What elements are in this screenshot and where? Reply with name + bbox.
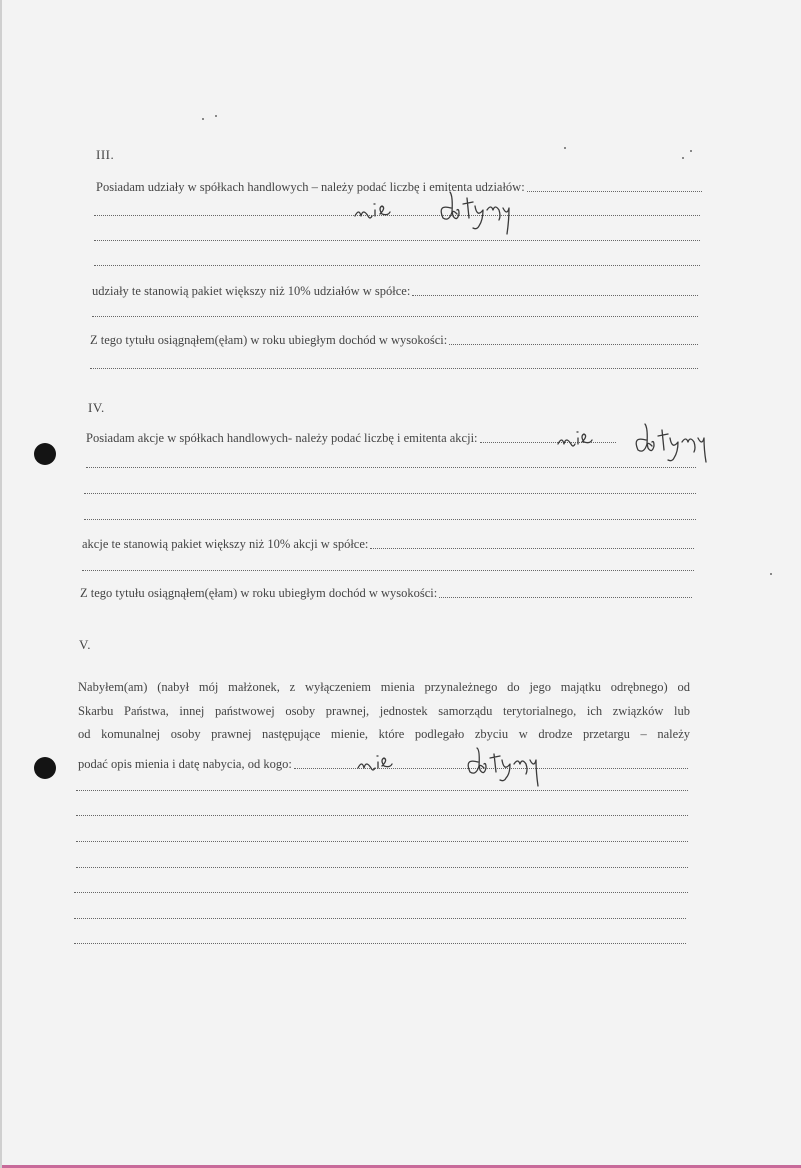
section-5-line-1: Nabyłem(am) (nabył mój małżonek, z wyłączeniem mienia przynależnego do jego majątku odrębnego) od <box>78 680 690 694</box>
scan-speck <box>690 150 692 152</box>
section-4-question-shares <box>86 431 616 446</box>
answer-dotted-line <box>76 841 688 842</box>
answer-dotted-line <box>412 295 698 296</box>
answer-dotted-line <box>92 316 698 317</box>
section-3-heading: III. <box>96 147 115 162</box>
answer-dotted-line <box>84 519 696 520</box>
section-3-question-shares-text: Posiadam udziały w spółkach handlowych – należy podać liczbę i emitenta udziałów: <box>96 180 525 194</box>
scan-speck <box>770 573 772 575</box>
answer-dotted-line <box>74 892 688 893</box>
answer-dotted-line <box>94 240 700 241</box>
section-5-paragraph <box>78 676 690 747</box>
binder-hole-bottom <box>34 757 56 779</box>
section-3-question-income <box>90 333 698 348</box>
section-5-question <box>78 757 688 772</box>
section-3-question-income-text: Z tego tytułu osiągnąłem(ęłam) w roku ubiegłym dochód w wysokości: <box>90 333 448 347</box>
answer-dotted-line <box>94 265 700 266</box>
binder-hole-top <box>34 443 56 465</box>
handwritten-answer-section-3 <box>347 188 547 248</box>
answer-dotted-line <box>480 442 616 443</box>
answer-dotted-line <box>76 867 688 868</box>
section-4-question-shares-text: Posiadam akcje w spółkach handlowych- należy podać liczbę i emitenta akcji: <box>86 431 478 445</box>
scan-speck <box>682 157 684 159</box>
answer-dotted-line <box>76 815 688 816</box>
answer-dotted-line <box>86 467 696 468</box>
section-4-question-income-text: Z tego tytułu osiągnąłem(ęłam) w roku ubiegłym dochód w wysokości: <box>80 586 438 600</box>
section-5-line-2: Skarbu Państwa, innej państwowej osoby prawnej, jednostek samorządu terytorialnego, ich związków lub <box>78 703 690 718</box>
answer-dotted-line <box>74 918 686 919</box>
scan-speck <box>215 115 217 117</box>
answer-dotted-line <box>294 768 688 769</box>
section-5-line-3: od komunalnej osoby prawnej następujące mienie, które podlegało zbyciu w drodze przetargu – należy <box>78 727 690 741</box>
section-4-question-percent-text: akcje te stanowią pakiet większy niż 10% akcji w spółce: <box>82 537 369 551</box>
answer-dotted-line <box>82 570 694 571</box>
section-3-question-percent-text: udziały te stanowią pakiet większy niż 10% udziałów w spółce: <box>92 284 411 298</box>
section-5-heading: V. <box>79 637 91 652</box>
answer-dotted-line <box>449 344 698 345</box>
scan-speck <box>564 147 566 149</box>
section-4-question-income <box>80 586 692 601</box>
answer-dotted-line <box>74 943 686 944</box>
answer-dotted-line <box>84 493 696 494</box>
answer-dotted-line <box>370 548 694 549</box>
section-5-line-4: podać opis mienia i datę nabycia, od kogo: <box>78 757 292 771</box>
section-3-question-shares <box>96 180 702 195</box>
section-4-heading: IV. <box>88 400 105 415</box>
answer-dotted-line <box>439 597 692 598</box>
section-4-question-percent <box>82 537 694 552</box>
answer-dotted-line <box>94 215 700 216</box>
scan-speck <box>202 118 204 120</box>
section-3-question-percent <box>92 284 698 299</box>
answer-dotted-line <box>90 368 698 369</box>
answer-dotted-line <box>76 790 688 791</box>
answer-dotted-line <box>527 191 702 192</box>
